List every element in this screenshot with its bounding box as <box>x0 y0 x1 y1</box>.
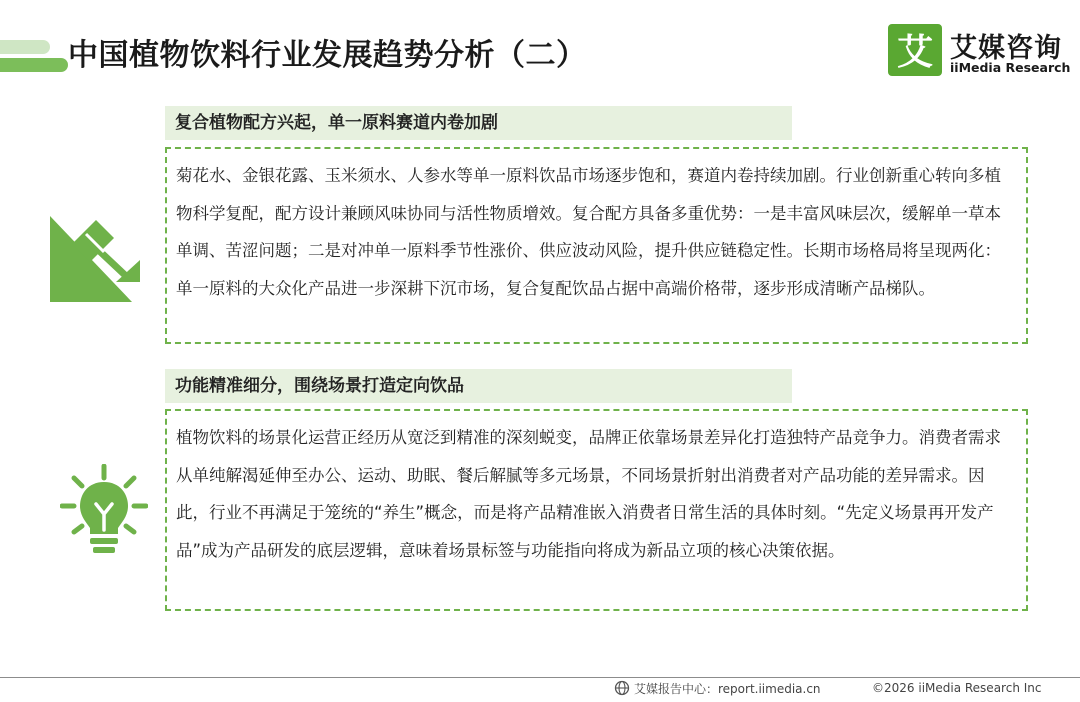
lightbulb-icon <box>60 464 148 560</box>
section-body-scenario <box>165 409 1028 611</box>
logo-name-en: iiMedia Research <box>950 60 1071 75</box>
globe-icon <box>614 680 630 696</box>
logo-mark-icon <box>888 24 942 76</box>
section-text-formula: 菊花水、金银花露、玉米须水、人参水等单一原料饮品市场逐步饱和，赛道内卷持续加剧。行业创新重心转向多植物科学复配，配方设计兼顾风味协同与活性物质增效。复合配方具备多重优势：一是丰富风味层次，缓解单一草本单调、苦涩问题；二是对冲单一原料季节性涨价、供应波动风险，提升供应链稳定性。长期市场格局将呈现两化：单一原料的大众化产品进一步深耕下沉市场，复合复配饮品占据中高端价格带，逐步形成清晰产品梯队。 <box>176 166 1001 298</box>
downtrend-chart-icon <box>50 216 144 304</box>
section-heading-formula: 复合植物配方兴起，单一原料赛道内卷加剧 <box>165 106 792 140</box>
page-title: 中国植物饮料行业发展趋势分析（二） <box>68 38 587 73</box>
footer-source-text[interactable]: 艾媒报告中心：report.iimedia.cn <box>634 681 821 696</box>
logo-name-cn: 艾媒咨询 <box>950 33 1062 64</box>
section-text-scenario: 植物饮料的场景化运营正经历从宽泛到精准的深刻蜕变，品牌正依靠场景差异化打造独特产品竞争力。消费者需求从单纯解渴延伸至办公、运动、助眠、餐后解腻等多元场景，不同场景折射出消费者对产品功能的差异需求。因此，行业不再满足于笼统的“养生”概念，而是将产品精准嵌入消费者日常生活的具体时刻。“先定义场景再开发产品”成为产品研发的底层逻辑，意味着场景标签与功能指向将成为新品立项的核心决策依据。 <box>176 428 1001 560</box>
section-body-formula <box>165 147 1028 344</box>
title-decoration <box>0 40 72 74</box>
footer-divider <box>0 677 1080 678</box>
section-heading-scenario: 功能精准细分，围绕场景打造定向饮品 <box>165 369 792 403</box>
footer-copyright: ©2026 iiMedia Research Inc <box>872 681 1042 695</box>
footer-source <box>614 680 821 696</box>
svg-text:艾: 艾 <box>896 32 934 73</box>
brand-logo <box>888 24 1071 80</box>
